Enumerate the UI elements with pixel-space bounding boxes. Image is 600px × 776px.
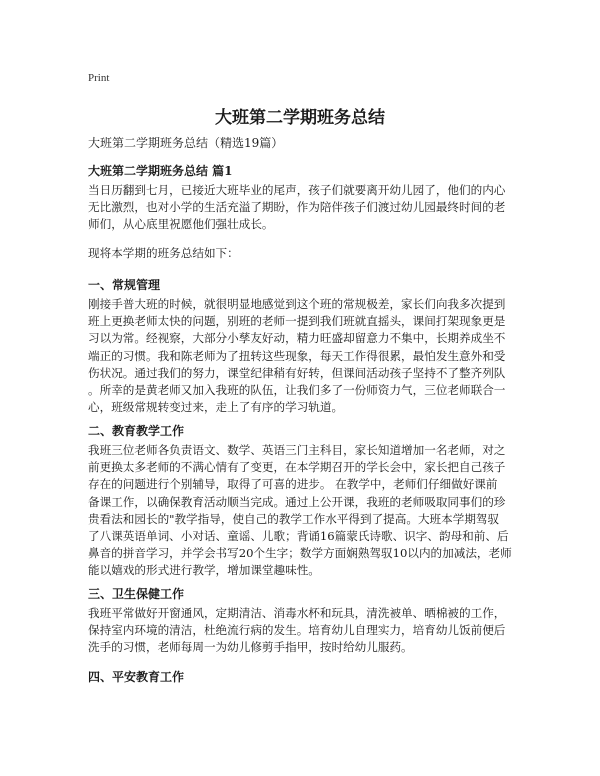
paragraph-line: 端正的习惯。我和陈老师为了扭转这些现象，每天工作得很累，最怕发生意外和受: [88, 348, 506, 363]
paragraph-line: 贵看法和园长的"教学指导，使自己的教学工作水平得到了提高。大班本学期驾驭: [88, 511, 500, 526]
paragraph-line: 了八课英语单词、小对话、童谣、儿歌；背诵16篇蒙氏诗歌、识字、韵母和前、后: [88, 529, 509, 544]
paragraph-line: 能以嬉戏的形式进行教学，增加课堂趣味性。: [88, 563, 320, 578]
paragraph-line: 心，班级常规转变过来，走上了有序的学习轨道。: [88, 400, 344, 415]
paragraph-line: 前更换太多老师的不满心情有了变更，在本学期召开的学长会中，家长把自己孩子: [88, 460, 506, 475]
paragraph-line: 我班平常做好开窗通风，定期清洁、消毒水杯和玩具，清洗被单、晒棉被的工作，: [88, 606, 506, 620]
paragraph-line: 存在的问题进行个别辅导，取得了可喜的进步。 在教学中，老师们仔细做好课前: [88, 477, 498, 492]
paragraph-line: 师们，从心底里祝愿他们强壮成长。: [88, 217, 274, 232]
section-body-teaching: [88, 442, 516, 580]
paragraph-line: 备课工作，以确保教育活动顺当完成。通过上公开课，我班的老师吸取同事们的珍: [88, 494, 506, 509]
section-heading-teaching: 二、教育教学工作: [88, 424, 185, 438]
paragraph-line: 洗手的习惯，老师每周一为幼儿修剪手指甲，按时给幼儿服药。: [88, 640, 413, 655]
article-heading: 大班第二学期班务总结 篇1: [88, 164, 233, 178]
paragraph-line: 我班三位老师各负责语文、数学、英语三门主科目，家长知道增加一名老师，对之: [88, 443, 506, 457]
intro-paragraph: [88, 182, 516, 234]
paragraph-line: 鼻音的拼音学习，并学会书写20个生字；数学方面娴熟驾驭10以内的加减法，老师: [88, 546, 512, 561]
paragraph-line: 保持室内环境的清洁，杜绝流行病的发生。培育幼儿自理实力，培育幼儿饭前便后: [88, 623, 506, 638]
paragraph-line: 伤状况。通过我们的努力，课堂纪律稍有好转，但课间活动孩子坚持不了整齐列队: [88, 365, 506, 380]
section-heading-health: 三、卫生保健工作: [88, 587, 185, 601]
print-label[interactable]: Print: [88, 72, 110, 84]
paragraph-line: 当日历翻到七月，已接近大班毕业的尾声，孩子们就要离开幼儿园了，他们的内心: [88, 183, 506, 197]
paragraph-line: 。所幸的是黄老师又加入我班的队伍，让我们多了一份师资力气，三位老师联合一: [88, 383, 506, 398]
paragraph-line: 班上更换老师太快的问题，别班的老师一提到我们班就直摇头，课间打架现象更是: [88, 314, 506, 329]
page-title: 大班第二学期班务总结: [215, 108, 385, 128]
section-body-health: [88, 605, 516, 657]
paragraph-line: 无比激烈，也对小学的生活充溢了期盼，作为陪伴孩子们渡过幼儿园最终时间的老: [88, 200, 506, 215]
section-body-routine: [88, 296, 516, 416]
paragraph-line: 现将本学期的班务总结如下：: [88, 246, 239, 260]
document-subtitle: 大班第二学期班务总结（精选19篇）: [88, 136, 284, 150]
summary-intro: [88, 245, 516, 262]
paragraph-line: 刚接手普大班的时候，就很明显地感觉到这个班的常规极差，家长们向我多次提到: [88, 297, 506, 311]
paragraph-line: 习以为常。经视察，大部分小孳友好动，精力旺盛却留意力不集中，长期养成坐不: [88, 331, 506, 346]
section-heading-safety: 四、平安教育工作: [88, 670, 185, 684]
section-heading-routine: 一、常规管理: [88, 278, 161, 292]
